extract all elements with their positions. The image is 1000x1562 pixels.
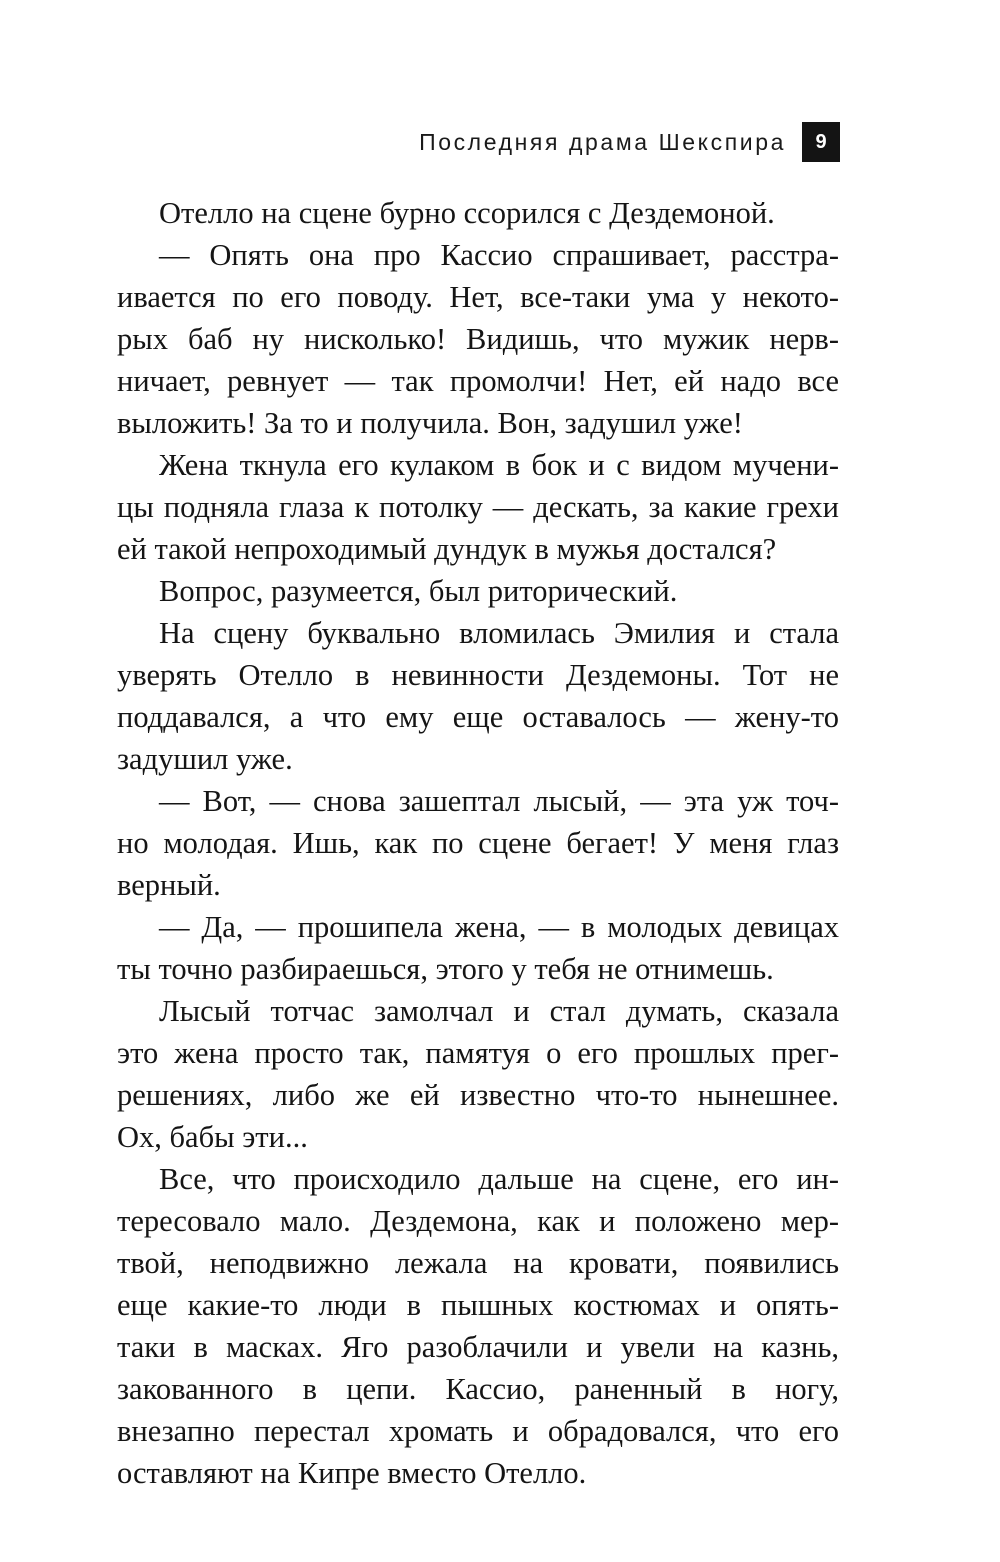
- page-number: 9: [802, 122, 840, 162]
- text-line: решениях, либо же ей известно что-то нынешнее.: [117, 1078, 839, 1112]
- text-line: ивается по его поводу. Нет, все-таки ума у некото-: [117, 280, 839, 314]
- running-header: [419, 122, 840, 162]
- text-line: это жена просто так, памятуя о его прошлых прег-: [117, 1036, 839, 1070]
- text-line: Ох, бабы эти...: [117, 1120, 308, 1154]
- running-title: Последняя драма Шекспира: [419, 128, 786, 155]
- text-line: Лысый тотчас замолчал и стал думать, сказала: [159, 994, 839, 1028]
- text-line: задушил уже.: [117, 742, 293, 776]
- text-line: ей такой непроходимый дундук в мужья достался?: [117, 532, 777, 566]
- text-line: таки в масках. Яго разоблачили и увели на казнь,: [117, 1330, 839, 1364]
- text-line: Жена ткнула его кулаком в бок и с видом мучени-: [159, 448, 839, 482]
- text-line: — Опять она про Кассио спрашивает, расстра-: [159, 238, 839, 272]
- text-line: ничает, ревнует — так промолчи! Нет, ей надо все: [117, 364, 839, 398]
- text-line: — Да, — прошипела жена, — в молодых девицах: [159, 910, 839, 944]
- text-line: цы подняла глаза к потолку — дескать, за какие грехи: [117, 490, 839, 524]
- text-line: ты точно разбираешься, этого у тебя не отнимешь.: [117, 952, 774, 986]
- text-line: уверять Отелло в невинности Дездемоны. Тот не: [117, 658, 839, 692]
- text-line: но молодая. Ишь, как по сцене бегает! У меня глаз: [117, 826, 839, 860]
- text-line: твой, неподвижно лежала на кровати, появились: [117, 1246, 839, 1280]
- text-line: поддавался, а что ему еще оставалось — жену-то: [117, 700, 839, 734]
- text-line: На сцену буквально вломилась Эмилия и стала: [159, 616, 839, 650]
- text-line: Все, что происходило дальше на сцене, его ин-: [159, 1162, 839, 1196]
- text-line: внезапно перестал хромать и обрадовался, что его: [117, 1414, 839, 1448]
- text-line: Отелло на сцене бурно ссорился с Дездемоной.: [159, 196, 775, 230]
- text-line: выложить! За то и получила. Вон, задушил уже!: [117, 406, 743, 440]
- text-line: — Вот, — снова зашептал лысый, — эта уж точ-: [159, 784, 839, 818]
- text-line: еще какие-то люди в пышных костюмах и опять-: [117, 1288, 839, 1322]
- text-line: закованного в цепи. Кассио, раненный в ногу,: [117, 1372, 839, 1406]
- text-line: оставляют на Кипре вместо Отелло.: [117, 1456, 587, 1490]
- body-text: [117, 192, 839, 1494]
- text-line: верный.: [117, 868, 221, 902]
- text-line: рых баб ну нисколько! Видишь, что мужик нерв-: [117, 322, 839, 356]
- text-line: Вопрос, разумеется, был риторический.: [159, 574, 678, 608]
- text-line: тересовало мало. Дездемона, как и положено мер-: [117, 1204, 839, 1238]
